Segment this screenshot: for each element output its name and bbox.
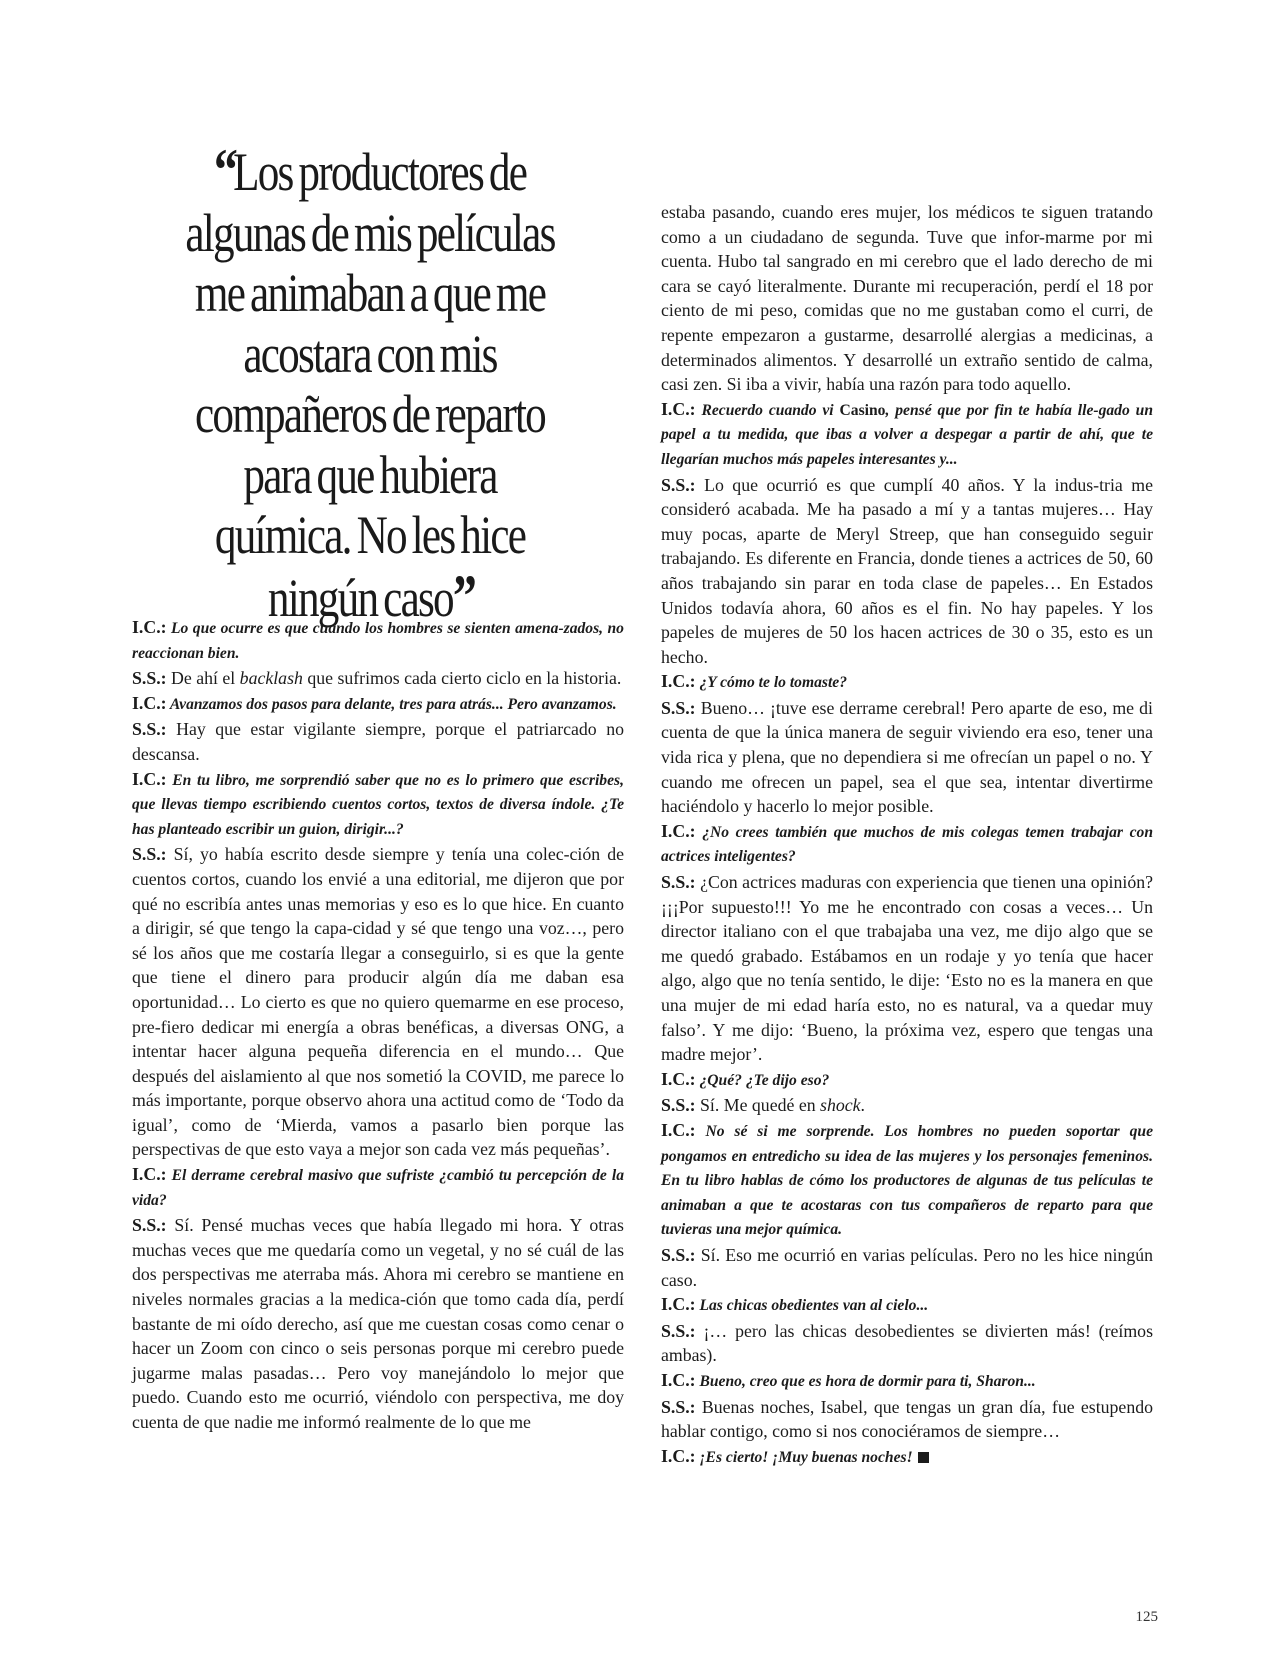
interview-answer xyxy=(132,717,624,766)
italic-term: backlash xyxy=(239,668,303,689)
interview-question xyxy=(661,397,1153,473)
interview-answer xyxy=(132,842,624,1162)
question-text: El derrame cerebral masivo que sufriste ¿cambió tu percepción de la vida? xyxy=(132,1167,624,1209)
speaker-label: S.S.: xyxy=(132,719,167,740)
interview-answer xyxy=(661,473,1153,670)
answer-text: Sí. Pensé muchas veces que había llegado mi hora. Y otras muchas veces que me quedaría como un vegetal, y no sé cuál de las dos perspectivas me aterraba más. Ahora mi cerebro se mantiene en niveles normales gracias a la medica-ción que tomo cada día, perdí bastante de mi oído derecho, así que me cuestan cosas como cenar o hacer un Zoom con cinco o seis personas porque mi cerebro puede jugarme malas pasadas… Pero voy manejándolo lo mejor que puedo. Cuando esto me ocurrió, viéndolo con perspectiva, me doy cuenta de que nadie me informó realmente de lo que me xyxy=(132,1215,624,1432)
interview-answer xyxy=(661,1395,1153,1444)
answer-text: estaba pasando, cuando eres mujer, los médicos te siguen tratando como a un ciudadano de segunda. Tuve que infor-marme por mi cuenta. Hubo tal sangrado en mi cerebro que el lado derecho de mi cara se cayó literalmente. Durante mi recuperación, perdí el 18 por ciento de mi peso, comidas que no me gustaban como el curri, de repente empezaron a gustarme, desarrollé alergias a medicinas, a determinados alimentos. Y desarrollé un extraño sentido de calma, casi zen. Si iba a vivir, había una razón para todo aquello. xyxy=(661,202,1153,395)
speaker-label: S.S.: xyxy=(132,668,167,689)
answer-text: Sí, yo había escrito desde siempre y tenía una colec-ción de cuentos cortos, cuando los envié a una editorial, me dijeron que por qué no escribía antes unas memorias y eso es lo que hice. En cuanto a dirigir, sé que tengo la capa-cidad y sé que tengo una voz…, pero sé los años que me costaría llegar a conseguirlo, si es que la gente que tiene el dinero para producir algún día me daban esa oportunidad… Lo cierto es que no quiero quemarme en ese proceso, pre-fiero dedicar mi energía a obras benéficas, a diversas ONG, a intentar hacer alguna pequeña diferencia en el mundo… Que después del aislamiento al que nos sometió la COVID, me parece lo más importante, porque observo ahora una actitud como de ‘Todo da igual’, como de ‘Mierda, vamos a pasarlo bien porque las perspectivas de que esto vaya a mejor son cada vez más pequeñas’. xyxy=(132,844,624,1160)
film-title: Casino xyxy=(839,401,886,419)
question-text: Avanzamos dos pasos para delante, tres para atrás... Pero avanzamos. xyxy=(169,695,617,713)
left-column xyxy=(132,615,624,1435)
speaker-label: I.C.: xyxy=(661,1445,696,1466)
speaker-label: I.C.: xyxy=(132,768,167,789)
interview-question xyxy=(661,1444,1153,1471)
speaker-label: S.S.: xyxy=(661,474,696,495)
speaker-label: I.C.: xyxy=(661,1068,696,1089)
interview-answer xyxy=(661,1319,1153,1368)
interview-question xyxy=(132,691,624,718)
speaker-label: I.C.: xyxy=(661,671,696,692)
interview-answer xyxy=(661,870,1153,1067)
speaker-label: I.C.: xyxy=(132,617,167,637)
question-text: Las chicas obedientes van al cielo... xyxy=(699,1297,929,1315)
speaker-label: S.S.: xyxy=(661,1244,696,1265)
interview-answer xyxy=(661,1093,1153,1118)
answer-text: Hay que estar vigilante siempre, porque el patriarcado no descansa. xyxy=(132,719,624,764)
end-of-article-square-icon xyxy=(918,1452,929,1463)
question-text: ¡Es cierto! ¡Muy buenas noches! xyxy=(699,1448,913,1466)
question-text: ¿Qué? ¿Te dijo eso? xyxy=(699,1071,830,1089)
interview-question xyxy=(661,1067,1153,1094)
speaker-label: S.S.: xyxy=(661,1320,696,1341)
interview-answer xyxy=(661,1243,1153,1292)
page-number: 125 xyxy=(1135,1609,1158,1625)
interview-answer xyxy=(132,1213,624,1434)
interview-question xyxy=(132,1162,624,1213)
question-text: ¿No crees también que muchos de mis colegas temen trabajar con actrices inteligentes? xyxy=(661,823,1153,866)
question-text: ¿Y cómo te lo tomaste? xyxy=(699,674,848,692)
speaker-label: S.S.: xyxy=(132,844,167,865)
answer-text: ¿Con actrices maduras con experiencia que tienen una opinión? ¡¡¡Por supuesto!!! Yo me he encontrado con cosas a veces… Un director italiano con el que trabajaba una vez, me dijo algo que se me quedó grabado. Estábamos en un rodaje y yo tenía que hacer algo, algo que no tenía sentido, le dije: ‘Esto no es la manera en que una mujer de mi edad haría esto, no es natural, va a quedar muy falso’. Y me dijo: ‘Bueno, la próxima vez, espero que tengas una madre mejor’. xyxy=(661,872,1153,1065)
answer-text: De ahí el xyxy=(171,668,240,689)
pull-quote-text: Los productores de algunas de mis películas me animaban a que me acostara con mis compañeros de reparto para que hubiera química. No les hice ningún caso xyxy=(185,142,555,628)
speaker-label: I.C.: xyxy=(132,692,167,713)
answer-text: . xyxy=(860,1095,865,1116)
right-column xyxy=(661,200,1153,1470)
answer-text: que sufrimos cada cierto ciclo en la historia. xyxy=(302,668,622,689)
speaker-label: I.C.: xyxy=(661,1294,696,1315)
question-text: Recuerdo cuando vi xyxy=(701,401,840,419)
interview-question xyxy=(132,615,624,666)
question-text: Lo que ocurre es que cuando los hombres se sienten amena-zados, no reaccionan bien. xyxy=(132,620,624,662)
pull-quote xyxy=(175,137,565,629)
question-text: En tu libro, me sorprendió saber que no es lo primero que escribes, que llevas tiempo escribiendo cuentos cortos, textos de diversa índole. ¿Te has planteado escribir un guion, dirigir...? xyxy=(132,771,624,838)
answer-text: Lo que ocurrió es que cumplí 40 años. Y la indus-tria me consideró acabada. Me ha pasado a mí y a tantas mujeres… Hay muy pocas, aparte de Meryl Streep, que han conseguido seguir trabajando. Es diferente en Francia, donde tienes a actrices de 50, 60 años trabajando sin parar en toda clase de papeles… En Estados Unidos todavía ahora, 60 años es el fin. No hay papeles. Y los papeles de mujeres de 50 los hacen actrices de 30 o 35, esto es un hecho. xyxy=(661,474,1153,667)
speaker-label: I.C.: xyxy=(661,820,696,841)
answer-text: ¡… pero las chicas desobedientes se divierten más! (reímos ambas). xyxy=(661,1320,1153,1366)
speaker-label: S.S.: xyxy=(661,1396,696,1417)
answer-text: Bueno… ¡tuve ese derrame cerebral! Pero aparte de eso, me di cuenta de que la única manera de seguir viviendo era eso, tener una vida rica y plena, que no dependiera si me ofrecían un papel o no. Y cuando me ofrecen un papel, sea el que sea, intentar divertirme haciéndolo y hacerlo lo mejor posible. xyxy=(661,697,1154,817)
question-text: Bueno, creo que es hora de dormir para ti, Sharon... xyxy=(699,1372,1036,1390)
interview-question xyxy=(661,1118,1153,1243)
answer-text: Sí. Me quedé en xyxy=(700,1095,821,1116)
speaker-label: I.C.: xyxy=(661,1369,696,1390)
speaker-label: I.C.: xyxy=(661,398,696,419)
speaker-label: S.S.: xyxy=(661,1095,696,1116)
answer-text: Buenas noches, Isabel, que tengas un gran día, fue estupendo hablar contigo, como si nos conociéramos de siempre… xyxy=(661,1396,1153,1442)
speaker-label: I.C.: xyxy=(661,1119,696,1140)
answer-text: Sí. Eso me ocurrió en varias películas. Pero no les hice ningún caso. xyxy=(661,1244,1153,1290)
open-quote-mark: “ xyxy=(213,137,234,203)
interview-answer xyxy=(661,696,1153,819)
speaker-label: S.S.: xyxy=(661,697,696,718)
speaker-label: I.C.: xyxy=(132,1164,167,1185)
italic-term: shock xyxy=(820,1095,861,1116)
interview-question xyxy=(661,1292,1153,1319)
interview-question xyxy=(661,1368,1153,1395)
question-text: , pensé que por fin te había lle-gado un papel a tu medida, que ibas a volver a despegar a partir de ahí, que te llegarían muchos más papeles interesantes y... xyxy=(661,401,1154,468)
interview-answer-continued xyxy=(661,200,1153,397)
question-text: No sé si me sorprende. Los hombres no pueden soportar que pongamos en entredicho su idea de las mujeres y los personajes femeninos. En tu libro hablas de cómo los productores de algunas de tus películas te animaban a que te acostaras con tus compañeros de reparto para que tuvieras una mejor química. xyxy=(661,1122,1153,1239)
interview-question xyxy=(661,669,1153,696)
speaker-label: S.S.: xyxy=(661,872,696,893)
interview-question xyxy=(661,819,1153,870)
speaker-label: S.S.: xyxy=(132,1215,167,1236)
close-quote-mark: ” xyxy=(452,562,473,629)
interview-question xyxy=(132,767,624,843)
interview-answer xyxy=(132,666,624,691)
